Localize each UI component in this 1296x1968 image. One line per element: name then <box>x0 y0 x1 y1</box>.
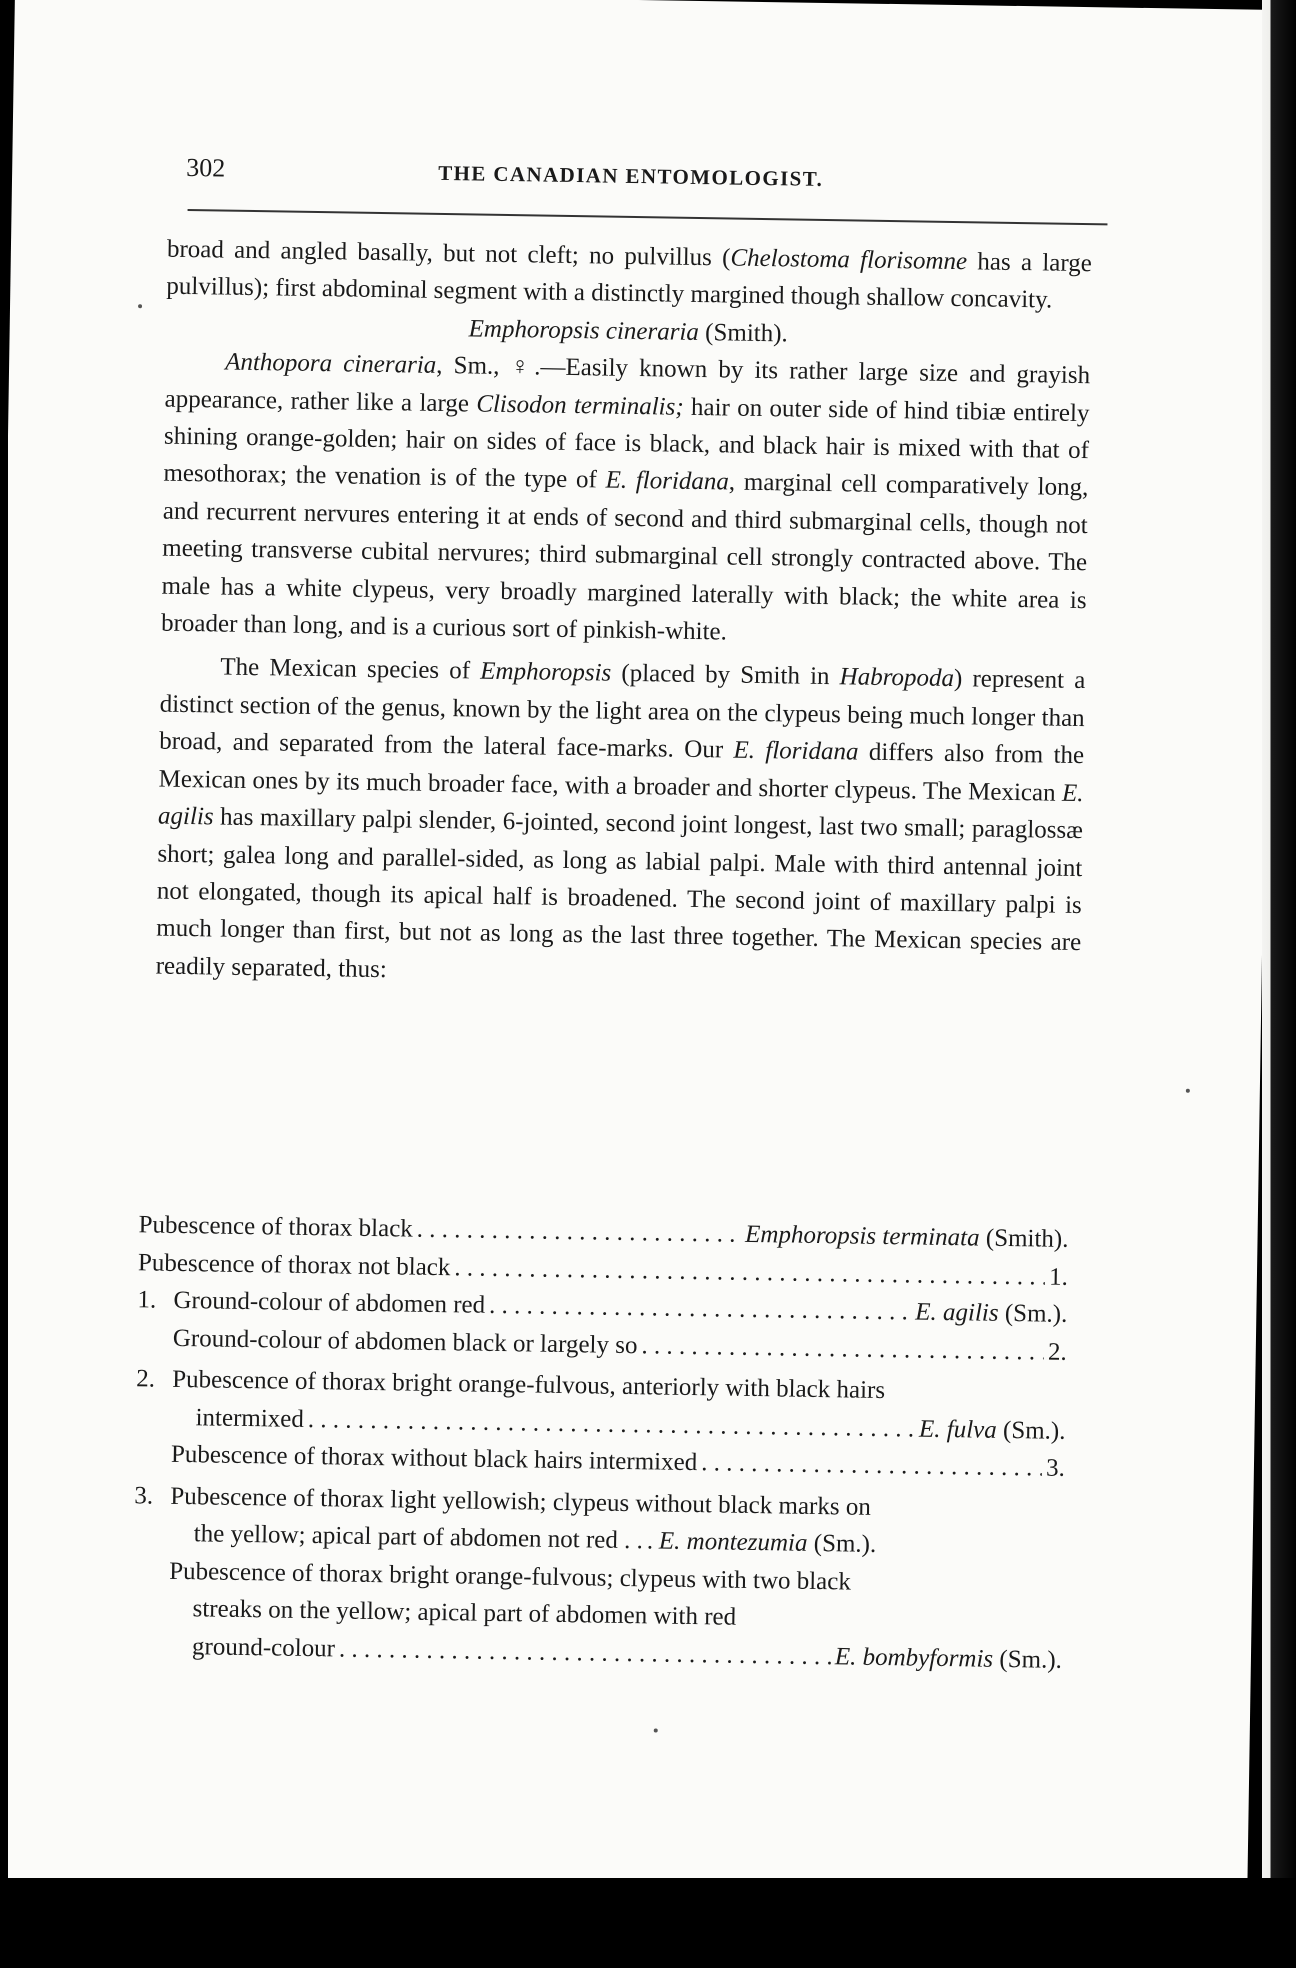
key-row: Pubescence of thorax not black . . . 1. <box>138 1244 1068 1296</box>
key-row: 1. Ground-colour of abdomen red . . . E. agilis (Sm.). <box>137 1281 1067 1333</box>
page-number: 302 <box>186 152 226 183</box>
header-rule <box>188 209 1108 225</box>
key-row: 3. Pubescence of thorax light yellowish; clypeus without black marks on <box>134 1481 872 1521</box>
key-row: ground-colour . . . E. bombyformis (Sm.). <box>132 1627 1062 1679</box>
key-row: Pubescence of thorax without black hairs intermixed . . . 3. <box>135 1435 1065 1487</box>
key-row: Ground-colour of abdomen black or largely so . . . 2. <box>137 1319 1067 1371</box>
key-row: Pubescence of thorax bright orange-fulvous; clypeus with two black <box>168 1557 852 1596</box>
scan-speck <box>654 1728 658 1732</box>
scan-speck <box>1186 1089 1190 1093</box>
mexican-species-paragraph: The Mexican species of Emphoropsis (placed by Smith in Habropoda) represent a distinct section of the genus, known by the light area on the clypeus being much longer than broad, and separated from the lateral face-marks. Our E. floridana differs also from the Mexican ones by its much broader face, with a broader and shorter clypeus. The Mexican E. agilis has maxillary palpi slender, 6-jointed, second joint longest, last two small; paraglossæ short; galea long and parallel-sided, as long as labial palpi. Male with third antennal joint not elongated, though its apical half is broadened. The second joint of maxillary palpi is much longer than first, but not as long as the last three together. The Mexican species are readily separated, thus: <box>155 653 1086 983</box>
species-heading: Emphoropsis cineraria (Smith). <box>468 315 789 348</box>
key-row: the yellow; apical part of abdomen not red . . . . . E. montezumia (Sm.). <box>133 1514 1063 1566</box>
page-header <box>186 153 1107 207</box>
species-description: Anthopora cineraria, Sm., ♀.—Easily known by its rather large size and grayish appearance, rather like a large Clisodon terminalis; hair on outer side of hind tibiæ entirely shining orange-golden; hair on sides of face is black, and black hair is mixed with that of mesothorax; the venation is of the type of E. floridana, marginal cell comparatively long, and recurrent nervures entering it at ends of second and third submarginal cells, though not meeting transverse cubital nervures; third submarginal cell strongly contracted above. The male has a white clypeus, very broadly margined laterally with black; the white area is broader than long, and is a curious sort of pinkish-white. <box>160 348 1091 646</box>
key-row: intermixed . . . E. fulva (Sm.). <box>135 1398 1065 1450</box>
scan-border-bottom <box>0 1878 1296 1968</box>
scan-speck <box>138 304 142 308</box>
scan-border-right <box>1262 0 1296 1968</box>
running-title: THE CANADIAN ENTOMOLOGIST. <box>437 160 824 191</box>
paragraph-continuation: broad and angled basally, but not cleft; no pulvillus (Chelostoma florisomne has a large pulvillus); first abdominal segment with a distinctly margined though shallow concavity. <box>166 235 1093 314</box>
species-key <box>132 1206 1069 1679</box>
key-row: streaks on the yellow; apical part of abdomen with red <box>192 1595 737 1631</box>
scan-border-left <box>0 0 8 1968</box>
key-row: 2. Pubescence of thorax bright orange-fulvous, anteriorly with black hairs <box>135 1365 886 1405</box>
body-text <box>155 231 1092 1000</box>
key-row: Pubescence of thorax black . . . Emphoropsis terminata (Smith). <box>138 1206 1068 1258</box>
